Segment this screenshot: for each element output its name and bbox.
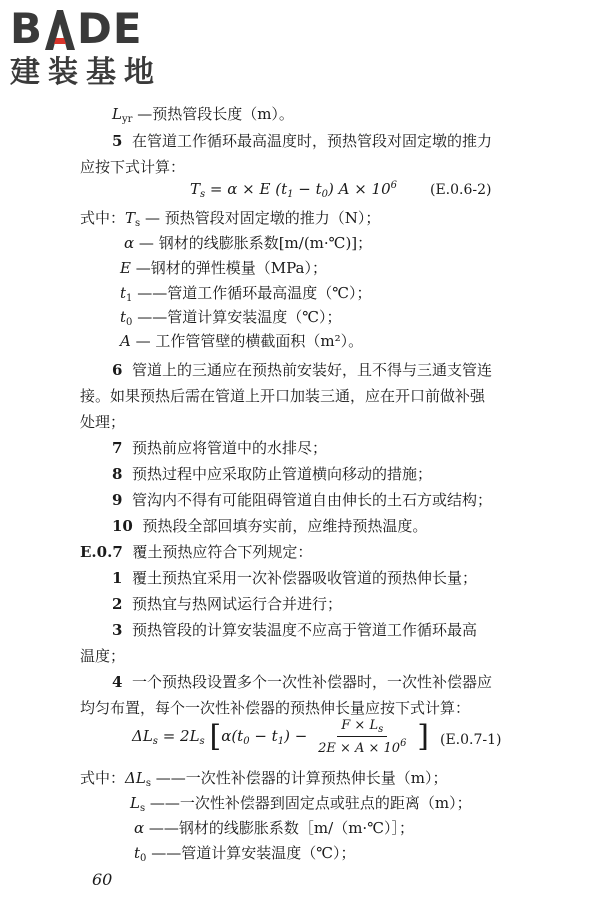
text-line: 10 预热段全部回填夯实前，应维持预热温度。 <box>112 517 428 535</box>
logo-chinese: 建装基地 <box>10 55 162 90</box>
text-line: 9 管沟内不得有可能阻碍管道自由伸长的土石方或结构； <box>112 491 492 509</box>
page-number: 60 <box>92 870 113 889</box>
text-line: 处理； <box>80 413 126 431</box>
text-line: 5 在管道工作循环最高温度时，预热管段对固定墩的推力 <box>112 132 492 150</box>
text-line: $L_s$ ——一次性补偿器到固定点或驻点的距离（m）； <box>130 794 472 814</box>
text-line: $L_{yr}$ —预热管段长度（m）。 <box>112 105 294 125</box>
text-line: A — 工作管管壁的横截面积（m²）。 <box>120 332 364 350</box>
text-line: 6 管道上的三通应在预热前安装好，且不得与三通支管连 <box>112 361 492 379</box>
text-line: 8 预热过程中应采取防止管道横向移动的措施； <box>112 465 432 483</box>
section-heading: E.0.7 覆土预热应符合下列规定： <box>80 543 313 561</box>
logo-a-glyph <box>43 6 77 52</box>
text-line: 温度； <box>80 647 126 665</box>
text-line: $t_0$ ——管道计算安装温度（℃）； <box>134 844 356 864</box>
equation-number: (E.0.7-1) <box>440 732 502 748</box>
equation-e062: $T_s = \alpha \times E$ $(t_1 - t_0) A \times 10^6$ <box>190 180 398 200</box>
logo-wordmark <box>10 6 180 52</box>
text-line: 1 覆土预热宜采用一次补偿器吸收管道的预热伸长量； <box>112 569 477 587</box>
text-line: 4 一个预热段设置多个一次性补偿器时，一次性补偿器应 <box>112 673 492 691</box>
logo-letters: B <box>10 4 44 53</box>
text-line: E —钢材的弹性模量（MPa）； <box>120 259 327 277</box>
text-line: 7 预热前应将管道中的水排尽； <box>112 439 327 457</box>
text-line: 2 预热宜与热网试运行合并进行； <box>112 595 342 613</box>
text-line: α — 钢材的线膨胀系数[m/(m·℃)]； <box>124 234 373 252</box>
text-line: $t_0$ ——管道计算安装温度（℃）； <box>120 308 342 328</box>
text-line: 3 预热管段的计算安装温度不应高于管道工作循环最高 <box>112 621 477 639</box>
brand-logo <box>10 6 180 96</box>
text-line: 式中：$\Delta L_s$ ——一次性补偿器的计算预热伸长量（m）； <box>80 769 448 789</box>
text-line: 接。如果预热后需在管道上开口加装三通，应在开口前做补强 <box>80 387 486 405</box>
equation-e071: $\Delta L_s = 2L_s$ [$\alpha(t_0 - t_1)$ − $\frac{F \times L_s}{2E \times A \times 10^6}$ ] <box>132 718 429 756</box>
text-line: $t_1$ ——管道工作循环最高温度（℃）； <box>120 284 372 304</box>
text-line: 应按下式计算： <box>80 158 186 176</box>
text-line: 式中：$T_s$ — 预热管段对固定墩的推力（N）； <box>80 209 381 229</box>
text-line: α ——钢材的线膨胀系数［m/（m·℃）］； <box>134 819 414 837</box>
text-line: 均匀布置，每个一次性补偿器的预热伸长量应按下式计算： <box>80 699 471 717</box>
equation-number: (E.0.6-2) <box>430 182 492 198</box>
logo-letters-rest: DE <box>77 4 143 53</box>
